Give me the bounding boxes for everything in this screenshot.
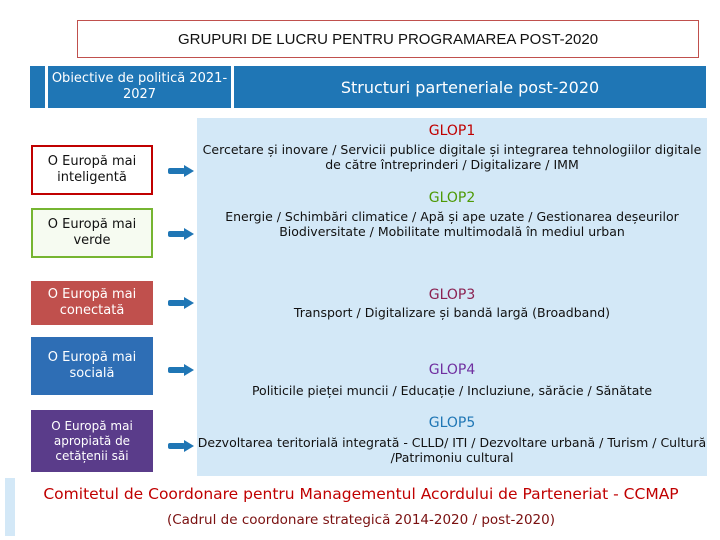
arrow-right-icon (168, 440, 194, 452)
footer-accent-strip (5, 478, 15, 536)
group-name: GLOP2 (428, 190, 476, 206)
objective-smarter-europe: O Europă mai inteligentă (31, 145, 153, 195)
objective-social-europe: O Europă mai socială (31, 337, 153, 395)
arrow-right-icon (168, 228, 194, 240)
footer-subtitle: (Cadrul de coordonare strategică 2014-2020 / post-2020) (166, 512, 556, 528)
header-structures: Structuri parteneriale post-2020 (234, 66, 706, 108)
group-description: Cercetare și inovare / Servicii publice digitale și integrarea tehnologiilor digitale de către întreprinderi / Digitalizare / IMM (202, 142, 702, 172)
header-accent-strip (30, 66, 45, 108)
objective-citizens-europe: O Europă mai apropiată de cetățenii săi (31, 410, 153, 472)
group-name: GLOP5 (428, 415, 476, 431)
arrow-right-icon (168, 165, 194, 177)
group-description: Transport / Digitalizare și bandă largă (Broadband) (293, 305, 611, 320)
arrow-right-icon (168, 297, 194, 309)
group-name: GLOP3 (428, 287, 476, 303)
page-title: GRUPURI DE LUCRU PENTRU PROGRAMAREA POST-2020 (77, 20, 699, 58)
group-name: GLOP1 (428, 123, 476, 139)
group-description: Dezvoltarea teritorială integrată - CLLD/ ITI / Dezvoltare urbană / Turism / Cultură /Patrimoniu cultural (197, 435, 707, 465)
header-objectives: Obiective de politică 2021-2027 (45, 66, 231, 108)
footer-title: Comitetul de Coordonare pentru Managementul Acordului de Parteneriat - CCMAP (43, 485, 679, 503)
group-description: Politicile pieței muncii / Educație / Incluziune, sărăcie / Sănătate (251, 383, 653, 398)
group-name: GLOP4 (428, 362, 476, 378)
objective-connected-europe: O Europă mai conectată (31, 281, 153, 325)
group-description: Energie / Schimbări climatice / Apă și ape uzate / Gestionarea deșeurilor Biodiversitate / Mobilitate multimodală în mediul urban (225, 209, 679, 239)
arrow-right-icon (168, 364, 194, 376)
objective-greener-europe: O Europă mai verde (31, 208, 153, 258)
